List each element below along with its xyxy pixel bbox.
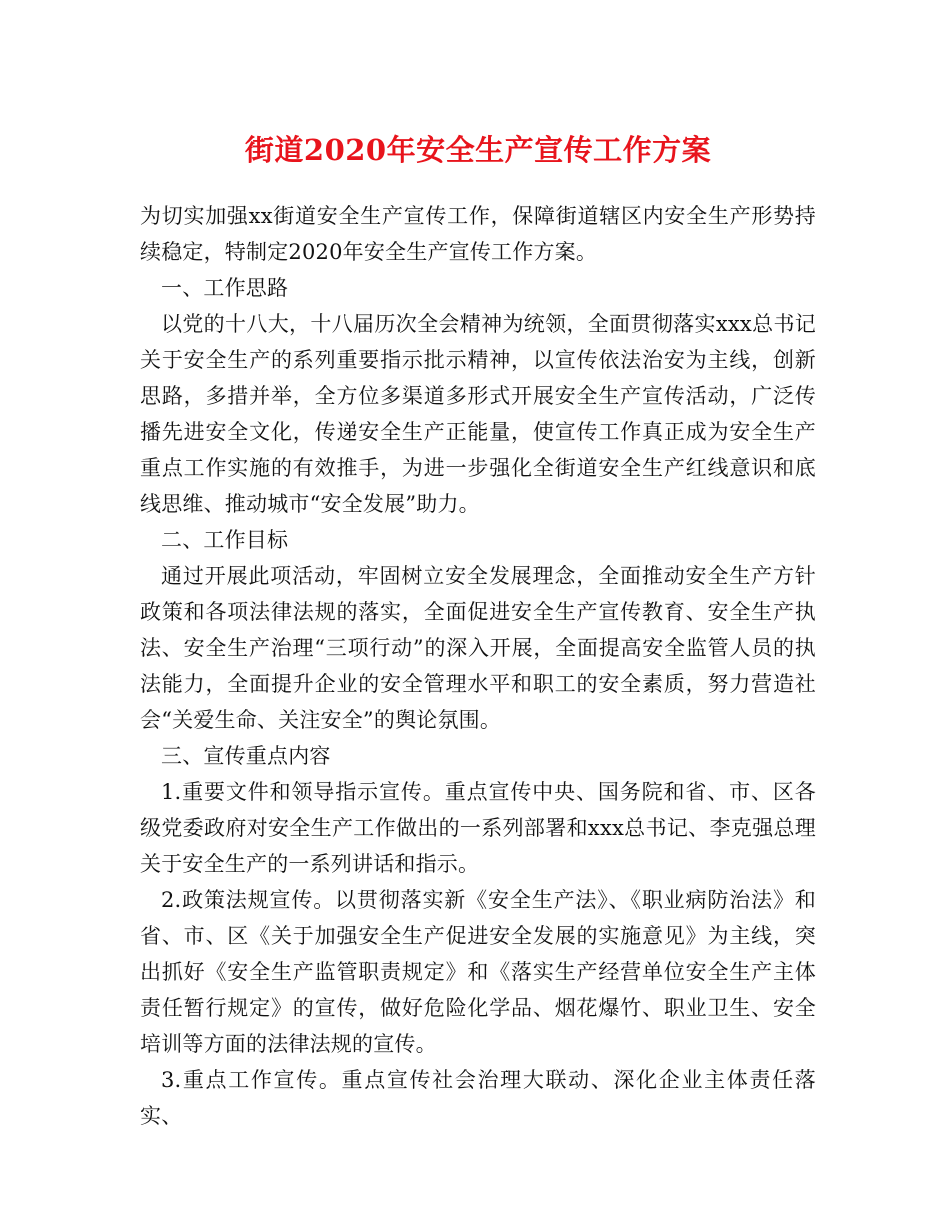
list-item-key-work: 3.重点工作宣传。重点宣传社会治理大联动、深化企业主体责任落实、 <box>140 1068 816 1128</box>
list-item-important-documents: 1.重要文件和领导指示宣传。重点宣传中央、国务院和省、市、区各级党委政府对安全生产工作做出的一系列部署和xxx总书记、李克强总理关于安全生产的一系列讲话和指示。 <box>140 780 816 876</box>
intro-paragraph: 为切实加强xx街道安全生产宣传工作，保障街道辖区内安全生产形势持续稳定，特制定2020年安全生产宣传工作方案。 <box>140 204 816 264</box>
paragraph-work-approach: 以党的十八大，十八届历次全会精神为统领，全面贯彻落实xxx总书记关于安全生产的系列重要指示批示精神，以宣传依法治安为主线，创新思路，多措并举，全方位多渠道多形式开展安全生产宣传活动，广泛传播先进安全文化，传递安全生产正能量，使宣传工作真正成为安全生产重点工作实施的有效推手，为进一步强化全街道安全生产红线意识和底线思维、推动城市“安全发展”助力。 <box>140 312 816 516</box>
section-heading-work-approach: 一、工作思路 <box>161 276 289 300</box>
section-heading-work-goals: 二、工作目标 <box>161 528 289 552</box>
list-item-policies-regulations: 2.政策法规宣传。以贯彻落实新《安全生产法》、《职业病防治法》和省、市、区《关于加强安全生产促进安全发展的实施意见》为主线，突出抓好《安全生产监管职责规定》和《落实生产经营单位安全生产主体责任暂行规定》的宣传，做好危险化学品、烟花爆竹、职业卫生、安全培训等方面的法律法规的宣传。 <box>140 888 816 1056</box>
section-heading-key-content: 三、宣传重点内容 <box>161 744 331 768</box>
document-title: 街道2020年安全生产宣传工作方案 <box>244 133 712 167</box>
document-body <box>140 198 816 1134</box>
paragraph-work-goals: 通过开展此项活动，牢固树立安全发展理念，全面推动安全生产方针政策和各项法律法规的落实，全面促进安全生产宣传教育、安全生产执法、安全生产治理“三项行动”的深入开展，全面提高安全监管人员的执法能力，全面提升企业的安全管理水平和职工的安全素质，努力营造社会“关爱生命、关注安全”的舆论氛围。 <box>140 564 816 732</box>
